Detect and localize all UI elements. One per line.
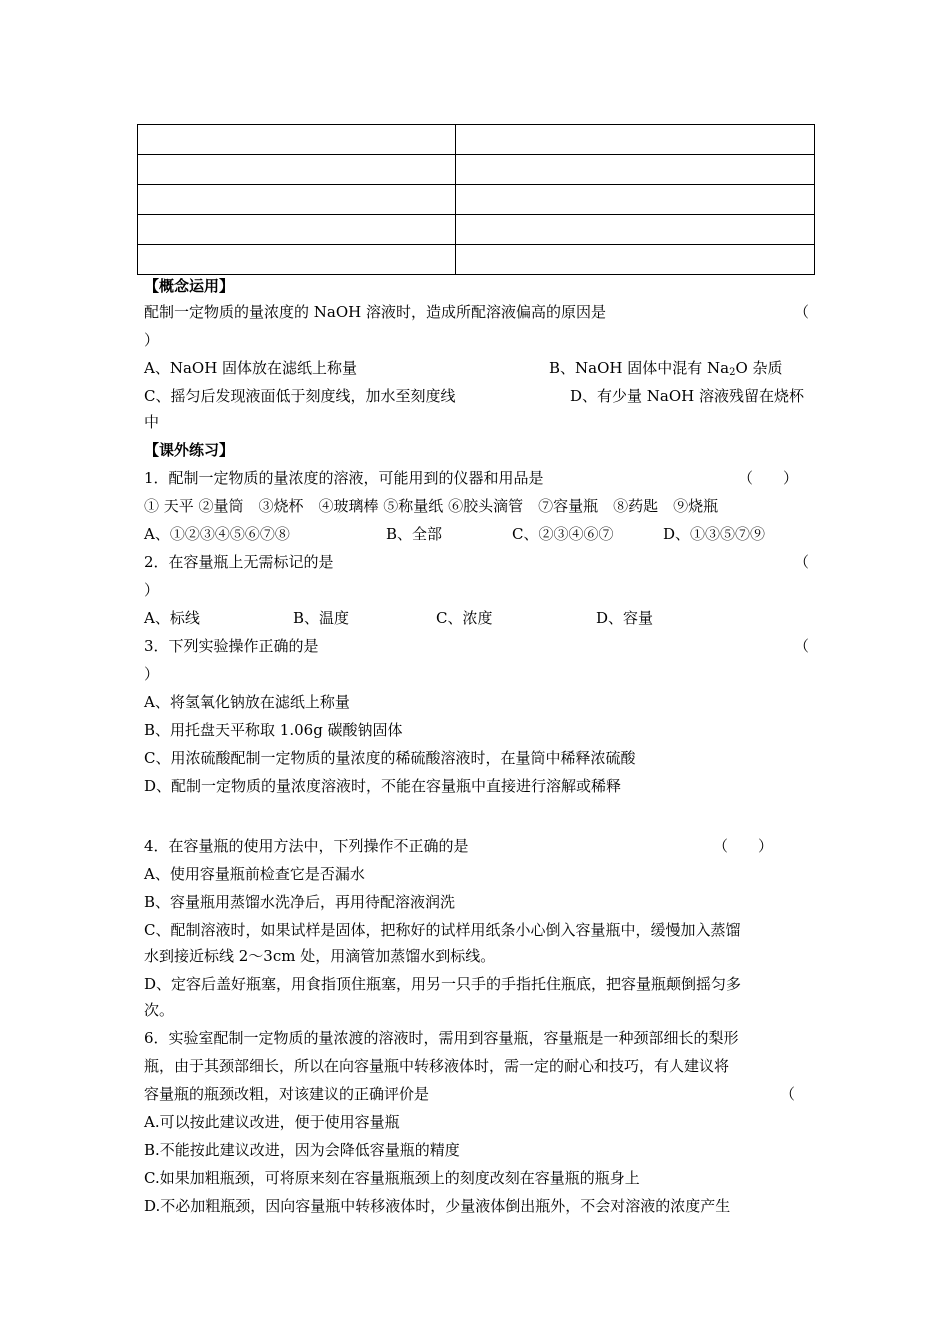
q6-option-b: B.不能按此建议改进，因为会降低容量瓶的精度: [144, 1141, 460, 1159]
answer-paren-close: ）: [144, 331, 160, 349]
q3-option-b: B、用托盘天平称取 1.06g 碳酸钠固体: [144, 721, 403, 739]
q3-option-d: D、配制一定物质的量浓度溶液时，不能在容量瓶中直接进行溶解或稀释: [144, 777, 622, 795]
q2-stem: 2．在容量瓶上无需标记的是: [144, 553, 334, 571]
table-cell: [138, 245, 456, 275]
q6-option-d: D.不必加粗瓶颈，因向容量瓶中转移液体时，少量液体倒出瓶外，不会对溶液的浓度产生: [144, 1197, 731, 1215]
q1-paren: （ ）: [738, 469, 799, 487]
concept-options-ab: [144, 358, 812, 378]
q4-option-d-line1: D、定容后盖好瓶塞，用食指顶住瓶塞，用另一只手的手指托住瓶底，把容量瓶颠倒摇匀多: [144, 975, 742, 993]
concept-option-a: A、NaOH 固体放在滤纸上称量: [144, 359, 358, 377]
table-cell: [456, 185, 815, 215]
table-row: [138, 245, 815, 275]
q2-paren-close: ）: [144, 581, 160, 599]
table-row: [138, 155, 815, 185]
q4-stem: 4．在容量瓶的使用方法中，下列操作不正确的是: [144, 837, 469, 855]
q2-option-d: D、容量: [596, 609, 654, 627]
option-b-text: B、NaOH 固体中混有 Na: [549, 359, 730, 377]
q4-option-c-line1: C、配制溶液时，如果试样是固体，把称好的试样用纸条小心倒入容量瓶中，缓慢加入蒸馏: [144, 921, 741, 939]
q6-paren-open: （: [780, 1085, 796, 1103]
option-b-text-end: O 杂质: [735, 359, 783, 377]
q1-option-d: D、①③⑤⑦⑨: [663, 525, 766, 543]
q3-stem: 3．下列实验操作正确的是: [144, 637, 319, 655]
table-cell: [456, 215, 815, 245]
q3-paren-close: ）: [144, 665, 160, 683]
q1-items: ① 天平 ②量筒 ③烧杯 ④玻璃棒 ⑤称量纸 ⑥胶头滴管 ⑦容量瓶 ⑧药匙 ⑨烧瓶: [144, 497, 719, 515]
q1-option-a: A、①②③④⑤⑥⑦⑧: [144, 525, 290, 543]
q3-paren-open: （: [794, 637, 810, 655]
concept-option-d-cont: 中: [144, 413, 160, 431]
table-row: [138, 125, 815, 155]
table-cell: [138, 185, 456, 215]
q6-option-a: A.可以按此建议改进，便于使用容量瓶: [144, 1113, 400, 1131]
q2-option-a: A、标线: [144, 609, 200, 627]
q3-option-a: A、将氢氧化钠放在滤纸上称量: [144, 693, 350, 711]
q2-paren-open: （: [794, 553, 810, 571]
q2-option-c: C、浓度: [436, 609, 493, 627]
q6-stem-line1: 6．实验室配制一定物质的量浓渡的溶液时，需用到容量瓶，容量瓶是一种颈部细长的梨形: [144, 1029, 739, 1047]
table-cell: [456, 125, 815, 155]
subscript-2: 2: [729, 367, 736, 378]
table-row: [138, 215, 815, 245]
q3-stem-line: [144, 636, 812, 656]
concept-option-b: [549, 358, 783, 383]
table-cell: [138, 215, 456, 245]
concept-option-c: C、摇匀后发现液面低于刻度线，加水至刻度线: [144, 387, 456, 405]
concept-question: 配制一定物质的量浓度的 NaOH 溶液时，造成所配溶液偏高的原因是: [144, 303, 606, 321]
q6-stem: 容量瓶的瓶颈改粗，对该建议的正确评价是: [144, 1085, 430, 1103]
answer-paren-open: （: [794, 303, 810, 321]
q4-option-c-line2: 水到接近标线 2～3cm 处，用滴管加蒸馏水到标线。: [144, 947, 496, 965]
q6-stem-line3: [144, 1084, 812, 1104]
blank-table: [137, 124, 815, 275]
q1-option-c: C、②③④⑥⑦: [512, 525, 614, 543]
concept-option-d: D、有少量 NaOH 溶液残留在烧杯: [570, 387, 805, 405]
q4-option-b: B、容量瓶用蒸馏水洗净后，再用待配溶液润洗: [144, 893, 456, 911]
q2-options: [144, 608, 812, 628]
table-cell: [456, 155, 815, 185]
q4-option-d-line2: 次。: [144, 1001, 175, 1019]
q4-paren: （ ）: [713, 837, 774, 855]
q4-stem-line: [144, 836, 812, 856]
table-cell: [138, 155, 456, 185]
q2-option-b: B、温度: [293, 609, 350, 627]
q4-option-a: A、使用容量瓶前检查它是否漏水: [144, 865, 365, 883]
table-row: [138, 185, 815, 215]
practice-heading: 【课外练习】: [144, 441, 235, 459]
concept-question-line: [144, 302, 812, 322]
concept-heading: 【概念运用】: [144, 277, 235, 295]
q1-stem-line: [144, 468, 812, 488]
table-cell: [456, 245, 815, 275]
q1-stem: 1．配制一定物质的量浓度的溶液，可能用到的仪器和用品是: [144, 469, 544, 487]
table-cell: [138, 125, 456, 155]
q6-option-c: C.如果加粗瓶颈，可将原来刻在容量瓶瓶颈上的刻度改刻在容量瓶的瓶身上: [144, 1169, 640, 1187]
q1-options: [144, 524, 812, 544]
q1-option-b: B、全部: [386, 525, 443, 543]
q2-stem-line: [144, 552, 812, 572]
concept-options-cd: [144, 386, 812, 406]
q3-option-c: C、用浓硫酸配制一定物质的量浓度的稀硫酸溶液时，在量筒中稀释浓硫酸: [144, 749, 636, 767]
q6-stem-line2: 瓶，由于其颈部细长，所以在向容量瓶中转移液体时，需一定的耐心和技巧，有人建议将: [144, 1057, 730, 1075]
